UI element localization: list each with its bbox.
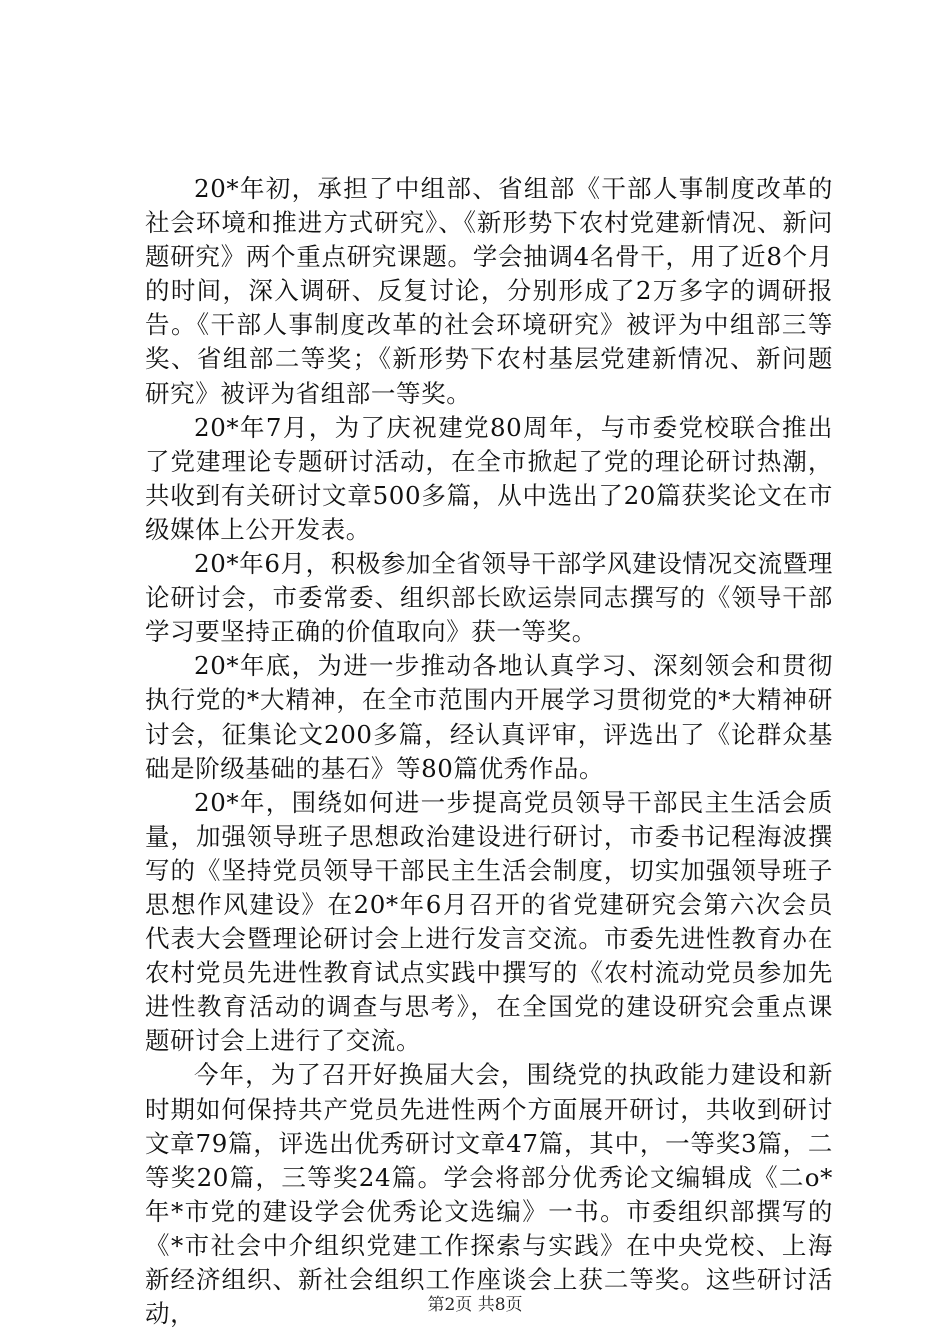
document-body bbox=[145, 172, 833, 1331]
paragraph: 20*年6月，积极参加全省领导干部学风建设情况交流暨理论研讨会，市委常委、组织部长欧运崇同志撰写的《领导干部学习要坚持正确的价值取向》获一等奖。 bbox=[145, 549, 833, 647]
paragraph: 20*年7月，为了庆祝建党80周年，与市委党校联合推出了党建理论专题研讨活动，在全市掀起了党的理论研讨热潮，共收到有关研讨文章500多篇，从中选出了20篇获奖论文在市级媒体上公开发表。 bbox=[145, 412, 833, 544]
paragraph: 今年，为了召开好换届大会，围绕党的执政能力建设和新时期如何保持共产党员先进性两个方面展开研讨，共收到研讨文章79篇，评选出优秀研讨文章47篇，其中，一等奖3篇，二等奖20篇，三等奖24篇。学会将部分优秀论文编辑成《二o*年*市党的建设学会优秀论文选编》一书。市委组织部撰写的《*市社会中介组织党建工作探索与实践》在中央党校、上海新经济组织、新社会组织工作座谈会上获二等奖。这些研讨活动， bbox=[145, 1060, 833, 1329]
paragraph: 20*年，围绕如何进一步提高党员领导干部民主生活会质量，加强领导班子思想政治建设进行研讨，市委书记程海波撰写的《坚持党员领导干部民主生活会制度，切实加强领导班子思想作风建设》在20*年6月召开的省党建研究会第六次会员代表大会暨理论研讨会上进行发言交流。市委先进性教育办在农村党员先进性教育试点实践中撰写的《农村流动党员参加先进性教育活动的调查与思考》，在全国党的建设研究会重点课题研讨会上进行了交流。 bbox=[145, 787, 833, 1056]
paragraph: 20*年底，为进一步推动各地认真学习、深刻领会和贯彻执行党的*大精神，在全市范围内开展学习贯彻党的*大精神研讨会，征集论文200多篇，经认真评审，评选出了《论群众基础是阶级基础的基石》等80篇优秀作品。 bbox=[145, 651, 833, 783]
page-number-footer: 第2页 共8页 bbox=[427, 1295, 523, 1315]
paragraph: 20*年初，承担了中组部、省组部《干部人事制度改革的社会环境和推进方式研究》、《新形势下农村党建新情况、新问题研究》两个重点研究课题。学会抽调4名骨干，用了近8个月的时间，深入调研、反复讨论，分别形成了2万多字的调研报告。《干部人事制度改革的社会环境研究》被评为中组部三等奖、省组部二等奖；《新形势下农村基层党建新情况、新问题研究》被评为省组部一等奖。 bbox=[145, 174, 833, 408]
